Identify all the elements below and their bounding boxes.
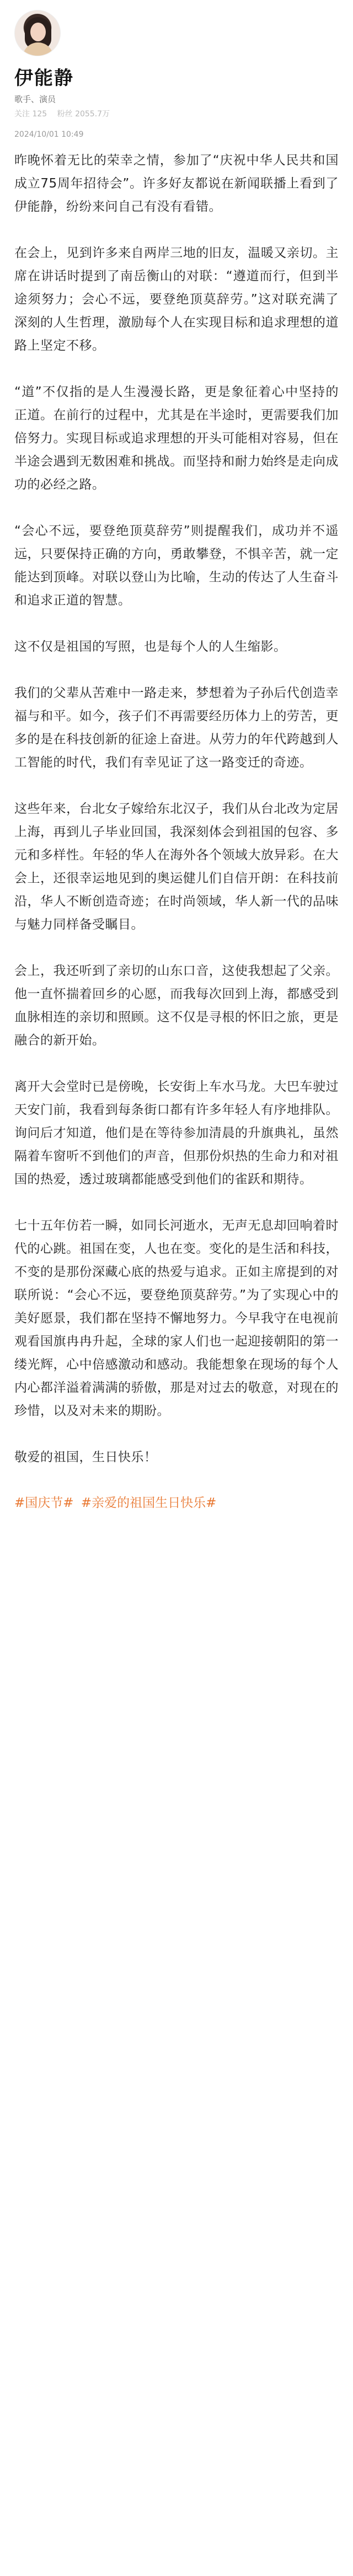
- paragraph: 离开大会堂时已是傍晚，长安街上车水马龙。大巴车驶过天安门前，我看到每条街口都有许多年轻人有序地排队。询问后才知道，他们是在等待参加清晨的升旗典礼，虽然隔着车窗听不到他们的声音，但那份炽热的生命力和对祖国的热爱，透过玻璃都能感受到他们的雀跃和期待。: [14, 1080, 339, 1187]
- author-name[interactable]: 伊能静: [14, 67, 74, 89]
- hashtag-list: [14, 1492, 339, 1514]
- paragraph: 这些年来，台北女子嫁给东北汉子，我们从台北改为定居上海，再到儿子毕业回国，我深刻体会到祖国的包容、多元和多样性。年轻的华人在海外各个领域大放异彩。在大会上，还很幸运地见到的奥运健儿们自信开朗：在科技前沿，华人不断创造奇迹；在时尚领域，华人新一代的品味与魅力同样备受瞩目。: [14, 802, 339, 932]
- paragraph: 会上，我还听到了亲切的山东口音，这使我想起了父亲。他一直怀揣着回乡的心愿，而我每次回到上海，都感受到血脉相连的亲切和照顾。这不仅是寻根的怀旧之旅，更是融合的新开始。: [14, 964, 339, 1048]
- paragraph: “道”不仅指的是人生漫漫长路，更是象征着心中坚持的正道。在前行的过程中，尤其是在半途时，更需要我们加倍努力。实现目标或追求理想的开头可能相对容易，但在半途会遇到无数困难和挑战。而坚持和耐力始终是走向成功的必经之路。: [14, 385, 339, 492]
- paragraph: “会心不远，要登绝顶莫辞劳”则提醒我们，成功并不遥远，只要保持正确的方向，勇敢攀登，不惧辛苦，就一定能达到顶峰。对联以登山为比喻，生动的传达了人生奋斗和追求正道的智慧。: [14, 524, 339, 608]
- paragraph: 敬爱的祖国，生日快乐！: [14, 1450, 157, 1464]
- post-timestamp: 2024/10/01 10:49: [14, 130, 84, 139]
- following-count[interactable]: 关注 125: [14, 110, 47, 119]
- paragraph: 七十五年仿若一瞬，如同长河逝水，无声无息却回响着时代的心跳。祖国在变，人也在变。变化的是生活和科技，不变的是那份深藏心底的热爱与追求。正如主席提到的对联所说：“会心不远，要登绝顶莫辞劳。”为了实现心中的美好愿景，我们都在坚持不懈地努力。今早我守在电视前观看国旗冉冉升起，全球的家人们也一起迎接朝阳的第一缕光辉，心中倍感激动和感动。我能想象在现场的每个人内心都洋溢着满满的骄傲，那是对过去的敬意，对现在的珍惜，以及对未来的期盼。: [14, 1219, 339, 1418]
- paragraph: 在会上，见到许多来自两岸三地的旧友，温暖又亲切。主席在讲话时提到了南岳衡山的对联：“遵道而行，但到半途须努力；会心不远，要登绝顶莫辞劳。”这对联充满了深刻的人生哲理，激励每个人在实现目标和追求理想的道路上坚定不移。: [14, 246, 339, 353]
- author-stats: [14, 108, 339, 119]
- follower-count[interactable]: 粉丝 2055.7万: [57, 110, 110, 119]
- footer-spacer: [14, 1514, 339, 1525]
- hashtag-link[interactable]: #亲爱的祖国生日快乐#: [81, 1496, 217, 1510]
- hashtag-link[interactable]: #国庆节#: [14, 1496, 74, 1510]
- paragraph: 这不仅是祖国的写照，也是每个人的人生缩影。: [14, 640, 287, 654]
- article-body: [14, 149, 339, 1469]
- author-header: [14, 0, 339, 139]
- paragraph: 昨晚怀着无比的荣幸之情，参加了“庆祝中华人民共和国成立75周年招待会”。许多好友都说在新闻联播上看到了伊能静，纷纷来问自己有没有看错。: [14, 153, 339, 214]
- avatar[interactable]: [14, 10, 61, 56]
- paragraph: 我们的父辈从苦难中一路走来，梦想着为子孙后代创造幸福与和平。如今，孩子们不再需要经历体力上的劳苦，更多的是在科技创新的征途上奋进。从劳力的年代跨越到人工智能的时代，我们有幸见证了这一路变迁的奇迹。: [14, 686, 339, 770]
- author-tags: 歌手、演员: [14, 94, 56, 104]
